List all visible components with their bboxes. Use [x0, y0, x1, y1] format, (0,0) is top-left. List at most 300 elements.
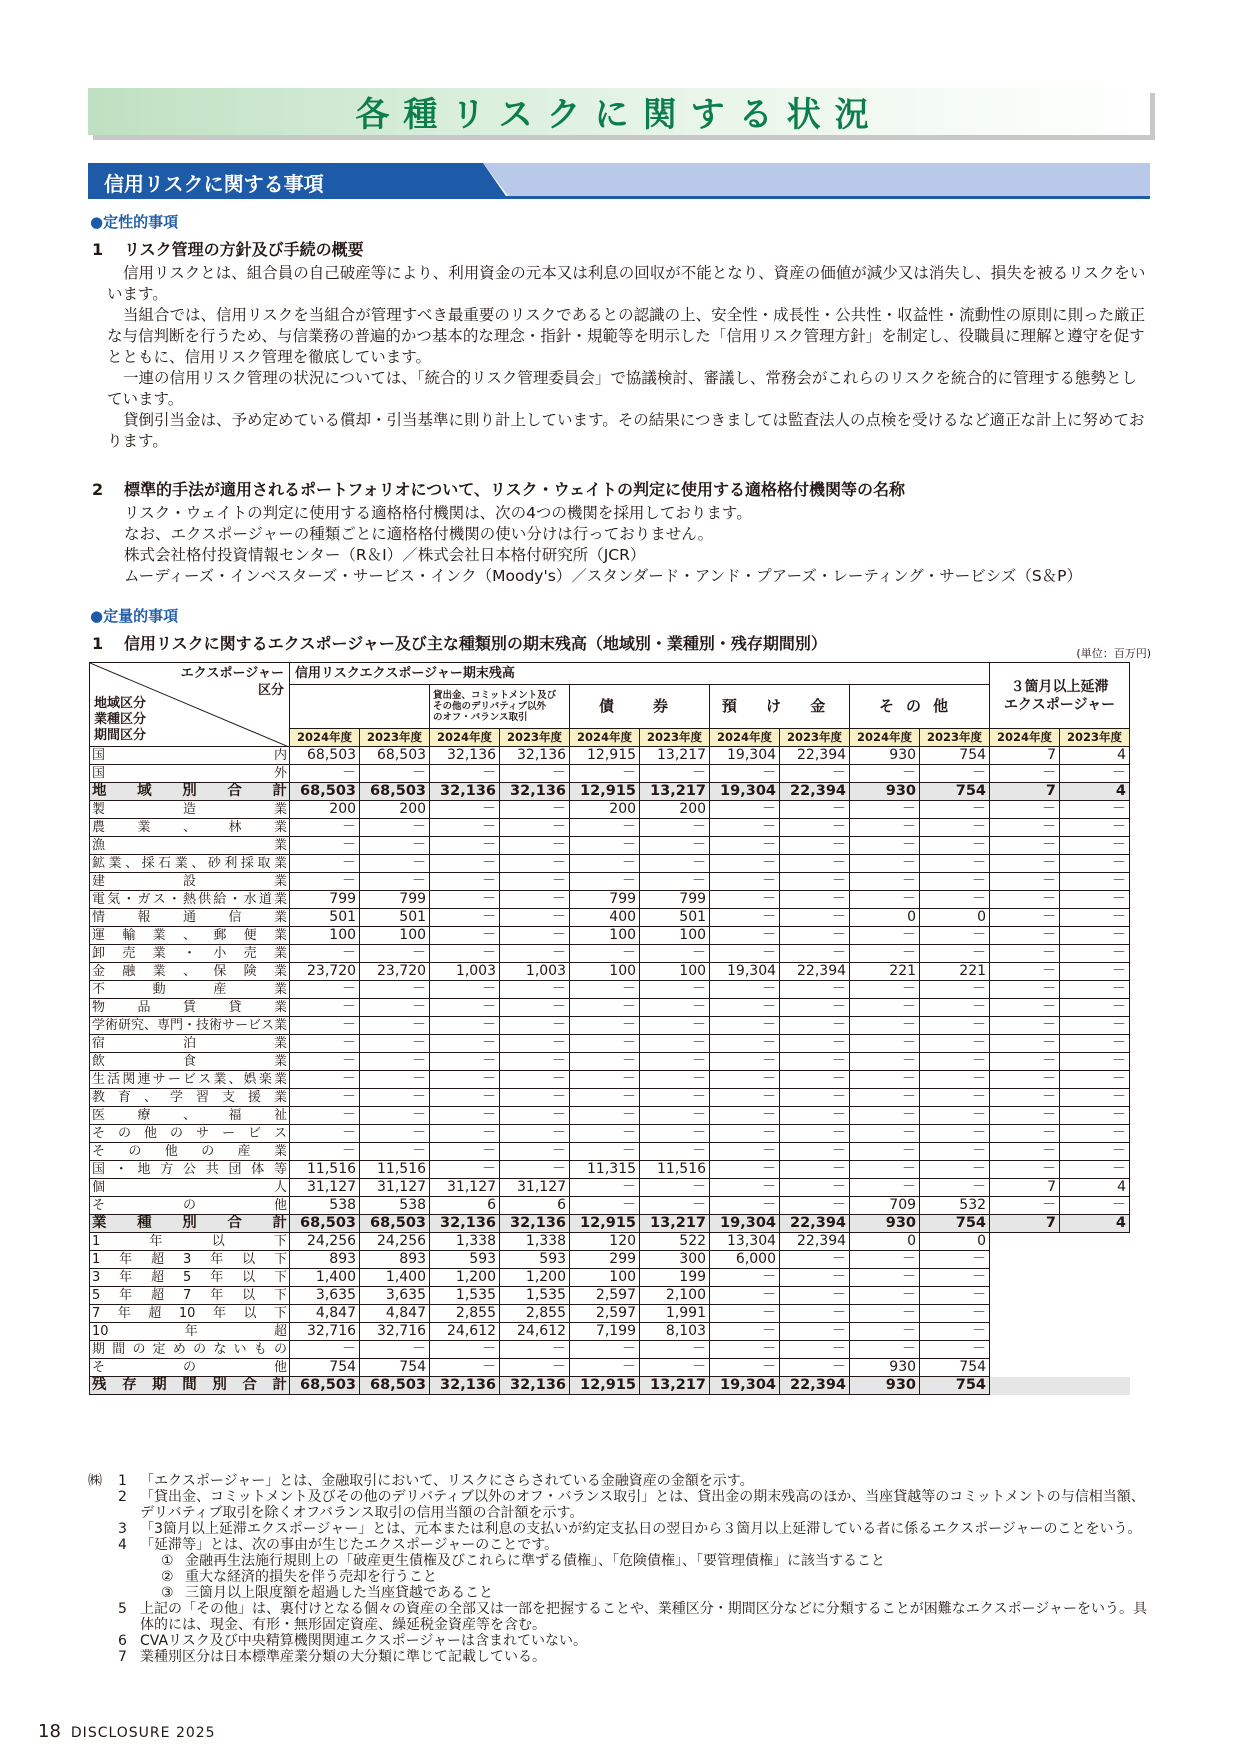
table-cell: －	[1060, 1089, 1130, 1107]
table-cell: －	[920, 1017, 990, 1035]
note-text: 「3箇月以上延滞エクスポージャー」とは、元本または利息の支払いが約定支払日の翌日から３箇月以上延滞している者に係るエクスポージャーのことをいう。	[140, 1521, 1142, 1537]
table-cell: 32,136	[430, 1377, 500, 1395]
table-cell: －	[990, 999, 1060, 1017]
table-cell: －	[640, 837, 710, 855]
note-text: 業種別区分は日本標準産業分類の大分類に準じて記載している。	[140, 1649, 546, 1665]
table-cell: －	[710, 1197, 780, 1215]
table-cell: －	[570, 981, 640, 999]
qual-item1-num: 1	[92, 240, 104, 259]
row-label: 残存期間別合計	[90, 1377, 290, 1395]
table-cell: －	[570, 1017, 640, 1035]
table-cell: －	[430, 1017, 500, 1035]
table-cell: －	[780, 1053, 850, 1071]
col-loans-header: 貸出金、コミットメント及び その他のデリバティブ以外 のオフ・バランス取引	[430, 685, 570, 729]
table-cell: －	[920, 1305, 990, 1323]
note-sub-text: 金融再生法施行規則上の「破産更生債権及びこれらに準ずる債権」、「危険債権」、「要管理債権」に該当すること	[185, 1553, 885, 1569]
table-cell: 3,635	[290, 1287, 360, 1305]
table-cell: －	[290, 1053, 360, 1071]
table-cell: 2,855	[500, 1305, 570, 1323]
table-cell: 7,199	[570, 1323, 640, 1341]
table-row	[90, 1089, 1130, 1107]
table-cell: 68,503	[360, 1377, 430, 1395]
table-cell: －	[1060, 891, 1130, 909]
table-cell: 2,100	[640, 1287, 710, 1305]
year-header: 2023年度	[360, 729, 430, 747]
col-delay-header: ３箇月以上延滞 エクスポージャー	[990, 663, 1130, 729]
empty-cell	[990, 1251, 1060, 1269]
table-cell: －	[290, 1107, 360, 1125]
table-cell: 930	[850, 1359, 920, 1377]
table-cell: －	[710, 891, 780, 909]
table-cell: －	[920, 1269, 990, 1287]
row-label: 宿泊業	[90, 1035, 290, 1053]
table-cell: 7	[990, 747, 1060, 765]
table-cell: －	[850, 1269, 920, 1287]
table-cell: －	[780, 1089, 850, 1107]
table-row	[90, 1287, 1130, 1305]
table-cell: 19,304	[710, 783, 780, 801]
table-cell: －	[850, 1107, 920, 1125]
row-label: 製造業	[90, 801, 290, 819]
table-cell: 4	[1060, 1215, 1130, 1233]
table-cell: －	[850, 801, 920, 819]
table-cell: －	[430, 999, 500, 1017]
table-cell: 13,217	[640, 783, 710, 801]
table-row	[90, 801, 1130, 819]
table-cell: 13,217	[640, 1215, 710, 1233]
table-cell: －	[710, 765, 780, 783]
table-cell: 893	[290, 1251, 360, 1269]
table-cell: －	[360, 981, 430, 999]
table-cell: 538	[360, 1197, 430, 1215]
year-header: 2023年度	[780, 729, 850, 747]
row-label: 地域別合計	[90, 783, 290, 801]
table-cell: －	[500, 819, 570, 837]
table-cell: －	[920, 819, 990, 837]
empty-cell	[990, 1287, 1060, 1305]
note-1	[88, 1473, 1153, 1489]
note-number: 3	[118, 1521, 127, 1537]
empty-cell	[990, 1323, 1060, 1341]
row-label: 鉱業、採石業、砂利採取業	[90, 855, 290, 873]
year-header: 2023年度	[640, 729, 710, 747]
qual-item2-heading	[92, 477, 905, 500]
table-cell: －	[710, 1035, 780, 1053]
table-cell: －	[290, 855, 360, 873]
table-cell: －	[1060, 855, 1130, 873]
table-cell: 930	[850, 1215, 920, 1233]
table-cell: －	[360, 1107, 430, 1125]
table-cell: －	[640, 765, 710, 783]
table-row	[90, 1161, 1130, 1179]
note-number: 6	[118, 1633, 127, 1649]
table-cell: －	[850, 927, 920, 945]
quant-item1-title: 信用リスクに関するエクスポージャー及び主な種類別の期末残高（地域別・業種別・残存期間別）	[124, 634, 827, 653]
table-cell: －	[570, 1125, 640, 1143]
table-total-row	[90, 1215, 1130, 1233]
table-cell: 31,127	[360, 1179, 430, 1197]
table-row	[90, 855, 1130, 873]
table-cell: 200	[570, 801, 640, 819]
table-row	[90, 999, 1130, 1017]
row-label: 教育、学習支援業	[90, 1089, 290, 1107]
table-row	[90, 1125, 1130, 1143]
table-cell: 24,256	[360, 1233, 430, 1251]
table-cell: 100	[360, 927, 430, 945]
table-cell: 754	[360, 1359, 430, 1377]
table-cell: －	[1060, 1125, 1130, 1143]
table-cell: －	[500, 1017, 570, 1035]
table-row	[90, 891, 1130, 909]
row-label: 5年超7年以下	[90, 1287, 290, 1305]
table-cell: 100	[570, 927, 640, 945]
empty-cell	[1060, 1251, 1130, 1269]
table-cell: －	[1060, 909, 1130, 927]
table-cell: 24,256	[290, 1233, 360, 1251]
table-cell: －	[780, 1161, 850, 1179]
section-title: 信用リスクに関する事項	[104, 172, 324, 196]
qual-item1-p4: 貸倒引当金は、予め定めている償却・引当基準に則り計上しています。その結果につきましては監査法人の点検を受けるなど適正な計上に努めております。	[107, 411, 1145, 450]
table-cell: 754	[920, 783, 990, 801]
table-cell: －	[570, 1107, 640, 1125]
row-label: 国内	[90, 747, 290, 765]
table-total-row	[90, 1377, 1130, 1395]
row-label: その他	[90, 1359, 290, 1377]
table-cell: －	[710, 945, 780, 963]
table-cell: －	[850, 1143, 920, 1161]
table-cell: －	[920, 927, 990, 945]
table-body	[90, 747, 1130, 1395]
note-mark: ㈱	[88, 1473, 102, 1489]
table-cell: －	[850, 1125, 920, 1143]
table-cell: 100	[290, 927, 360, 945]
row-label: その他のサービス	[90, 1125, 290, 1143]
table-cell: －	[360, 1143, 430, 1161]
table-cell: －	[920, 1323, 990, 1341]
table-cell: 24,612	[500, 1323, 570, 1341]
qual-item1-p2: 当組合では、信用リスクを当組合が管理すべき最重要のリスクであるとの認識の上、安全性・成長性・公共性・収益性・流動性の原則に則った厳正な与信判断を行うため、与信業務の普遍的かつ基本的な理念・指針・規範等を明示した「信用リスク管理方針」を制定し、役職員に理解と遵守を促すとともに、信用リスク管理を徹底しています。	[107, 306, 1146, 366]
table-cell: －	[850, 1251, 920, 1269]
table-cell: －	[500, 801, 570, 819]
table-cell: －	[500, 927, 570, 945]
table-cell: 68,503	[360, 783, 430, 801]
table-cell: －	[920, 1161, 990, 1179]
table-cell: 893	[360, 1251, 430, 1269]
table-row	[90, 1107, 1130, 1125]
table-cell: －	[850, 1161, 920, 1179]
table-cell: －	[990, 1089, 1060, 1107]
table-cell: －	[1060, 963, 1130, 981]
table-cell: 4,847	[360, 1305, 430, 1323]
table-cell: －	[780, 1341, 850, 1359]
table-cell: －	[500, 873, 570, 891]
year-header: 2023年度	[1060, 729, 1130, 747]
table-cell: －	[990, 1071, 1060, 1089]
table-cell: －	[990, 1107, 1060, 1125]
table-cell: 199	[640, 1269, 710, 1287]
note-sub-number: ③	[161, 1585, 174, 1601]
empty-cell	[1060, 1233, 1130, 1251]
table-row	[90, 819, 1130, 837]
table-cell: 0	[920, 1233, 990, 1251]
table-cell: －	[920, 1125, 990, 1143]
table-cell: －	[290, 1071, 360, 1089]
qual-item1-p1: 信用リスクとは、組合員の自己破産等により、利用資金の元本又は利息の回収が不能となり、資産の価値が減少又は消失し、損失を被るリスクをいいます。	[107, 264, 1146, 303]
table-cell: －	[710, 1305, 780, 1323]
table-cell: 32,136	[500, 1215, 570, 1233]
empty-cell	[990, 1269, 1060, 1287]
table-cell: －	[570, 1053, 640, 1071]
row-label: 10年超	[90, 1323, 290, 1341]
table-cell: 930	[850, 783, 920, 801]
table-cell: －	[850, 945, 920, 963]
table-cell: －	[920, 873, 990, 891]
table-cell: －	[710, 1071, 780, 1089]
table-cell: －	[500, 765, 570, 783]
table-cell: －	[990, 891, 1060, 909]
table-cell: －	[360, 999, 430, 1017]
table-cell: －	[500, 1071, 570, 1089]
table-cell: －	[990, 765, 1060, 783]
table-cell: －	[290, 873, 360, 891]
table-cell: －	[500, 1161, 570, 1179]
table-row	[90, 1359, 1130, 1377]
table-cell: －	[1060, 1107, 1130, 1125]
table-cell: 22,394	[780, 963, 850, 981]
empty-cell	[990, 1233, 1060, 1251]
table-cell: －	[640, 1053, 710, 1071]
table-cell: －	[1060, 819, 1130, 837]
table-cell: 22,394	[780, 1377, 850, 1395]
table-cell: 68,503	[290, 783, 360, 801]
notes	[88, 1473, 1153, 1665]
table-cell: －	[290, 981, 360, 999]
table-cell: －	[360, 1089, 430, 1107]
table-cell: 12,915	[570, 747, 640, 765]
table-cell: －	[780, 1323, 850, 1341]
col-deposits-header: 預 け 金	[710, 685, 850, 729]
table-cell: －	[850, 999, 920, 1017]
table-cell: －	[430, 837, 500, 855]
table-cell: －	[290, 819, 360, 837]
table-cell: －	[500, 1143, 570, 1161]
table-cell: －	[500, 837, 570, 855]
qual-item1-title: リスク管理の方針及び手続の概要	[124, 240, 364, 259]
quant-item1-num: 1	[92, 634, 104, 653]
table-cell: －	[920, 1071, 990, 1089]
page-banner	[88, 88, 1150, 135]
table-cell: 501	[290, 909, 360, 927]
quant-item1-heading	[92, 631, 827, 654]
table-cell: －	[430, 1107, 500, 1125]
table-cell: 32,716	[290, 1323, 360, 1341]
table-row	[90, 1323, 1130, 1341]
table-cell: －	[850, 1017, 920, 1035]
note-sub-number: ①	[161, 1553, 174, 1569]
empty-cell	[990, 1359, 1060, 1377]
empty-cell	[990, 1305, 1060, 1323]
table-cell: －	[430, 873, 500, 891]
table-cell: －	[990, 1125, 1060, 1143]
table-cell: －	[850, 1089, 920, 1107]
quantitative-heading: ●定量的事項	[90, 607, 179, 625]
table-cell: －	[290, 1143, 360, 1161]
year-header: 2023年度	[500, 729, 570, 747]
table-cell: －	[570, 1359, 640, 1377]
table-cell: －	[290, 1017, 360, 1035]
table-cell: －	[780, 1251, 850, 1269]
table-cell: －	[920, 945, 990, 963]
note-2	[88, 1489, 1153, 1521]
table-cell: －	[360, 1071, 430, 1089]
row-label: 医療、福祉	[90, 1107, 290, 1125]
table-cell: －	[570, 855, 640, 873]
row-label: 期間の定めのないもの	[90, 1341, 290, 1359]
unit-label: (単位：百万円)	[1076, 647, 1151, 660]
table-cell: －	[500, 999, 570, 1017]
table-cell: －	[710, 1053, 780, 1071]
note-5	[88, 1601, 1153, 1633]
table-cell: －	[500, 855, 570, 873]
table-cell: 19,304	[710, 963, 780, 981]
table-cell: －	[1060, 1053, 1130, 1071]
table-cell: －	[920, 1089, 990, 1107]
corner-exposure-label: エクスポージャー 区分	[180, 666, 285, 698]
row-label: 建設業	[90, 873, 290, 891]
qual-item2-line3: 株式会社格付投資情報センター（R＆I）／株式会社日本格付研究所（JCR）	[124, 546, 646, 564]
table-cell: －	[500, 1359, 570, 1377]
table-cell: 799	[360, 891, 430, 909]
table-cell: 68,503	[290, 747, 360, 765]
row-label: 不動産業	[90, 981, 290, 999]
table-cell: －	[430, 1143, 500, 1161]
table-row	[90, 1305, 1130, 1323]
table-row	[90, 1197, 1130, 1215]
table-row	[90, 981, 1130, 999]
table-cell: －	[850, 1341, 920, 1359]
table-cell: －	[360, 1125, 430, 1143]
qual-item2-line1: リスク・ウェイトの判定に使用する適格格付機関は、次の4つの機関を採用しております。	[124, 504, 752, 522]
table-cell: －	[570, 765, 640, 783]
table-cell: 221	[920, 963, 990, 981]
table-cell: －	[780, 1143, 850, 1161]
note-text: 上記の「その他」は、裏付けとなる個々の資産の全部又は一部を把握することや、業種区分・期間区分などに分類することが困難なエクスポージャーをいう。具体的には、現金、有形・無形固定資産、繰延税金資産等を含む。	[140, 1601, 1148, 1633]
table-cell: 7	[990, 1215, 1060, 1233]
year-header: 2024年度	[290, 729, 360, 747]
table-cell: －	[500, 945, 570, 963]
table-cell: 2,855	[430, 1305, 500, 1323]
table-cell: －	[360, 1035, 430, 1053]
table-cell: －	[360, 855, 430, 873]
page-number: 18	[38, 1721, 61, 1742]
table-cell: 2,597	[570, 1287, 640, 1305]
table-cell: －	[920, 1035, 990, 1053]
note-number: 4	[118, 1537, 127, 1553]
table-cell: －	[710, 1107, 780, 1125]
section-header	[88, 163, 1150, 199]
table-cell: －	[430, 945, 500, 963]
table-row	[90, 909, 1130, 927]
table-cell: －	[500, 1107, 570, 1125]
table-cell: 6	[500, 1197, 570, 1215]
page-title: 各種リスクに関する状況	[355, 95, 883, 135]
table-cell: －	[500, 891, 570, 909]
empty-cell	[1060, 1377, 1130, 1395]
note-sub-text: 重大な経済的損失を伴う売却を行うこと	[185, 1569, 437, 1585]
table-cell: 0	[850, 1233, 920, 1251]
table-cell: －	[640, 1179, 710, 1197]
note-sub-text: 三箇月以上限度額を超過した当座貸越であること	[185, 1585, 493, 1601]
qual-item2-line2: なお、エクスポージャーの種類ごとに適格格付機関の使い分けは行っておりません。	[124, 525, 714, 543]
table-cell: 593	[500, 1251, 570, 1269]
table-cell: －	[920, 801, 990, 819]
table-cell: －	[430, 855, 500, 873]
row-label: 個人	[90, 1179, 290, 1197]
table-cell: －	[290, 837, 360, 855]
table-row	[90, 1251, 1130, 1269]
row-label: 1年超3年以下	[90, 1251, 290, 1269]
table-cell: －	[360, 837, 430, 855]
table-cell: －	[920, 1179, 990, 1197]
table-cell: －	[360, 1053, 430, 1071]
table-cell: 221	[850, 963, 920, 981]
table-cell: －	[780, 1287, 850, 1305]
table-cell: －	[640, 1143, 710, 1161]
note-text: 「延滞等」とは、次の事由が生じたエクスポージャーのことです。	[140, 1537, 559, 1553]
table-cell: 400	[570, 909, 640, 927]
row-label: 情報通信業	[90, 909, 290, 927]
table-cell: 12,915	[570, 783, 640, 801]
table-cell: －	[780, 873, 850, 891]
table-cell: －	[360, 819, 430, 837]
table-cell: －	[990, 837, 1060, 855]
table-row	[90, 1143, 1130, 1161]
table-cell: －	[360, 945, 430, 963]
table-cell: －	[990, 1197, 1060, 1215]
table-cell: 6,000	[710, 1251, 780, 1269]
table-cell: －	[430, 1053, 500, 1071]
empty-cell	[1060, 1359, 1130, 1377]
table-cell: －	[290, 1341, 360, 1359]
year-header: 2024年度	[850, 729, 920, 747]
table-row	[90, 927, 1130, 945]
table-cell: －	[640, 1035, 710, 1053]
table-cell: 4,847	[290, 1305, 360, 1323]
table-cell: －	[850, 1305, 920, 1323]
table-cell: 23,720	[290, 963, 360, 981]
table-cell: 2,597	[570, 1305, 640, 1323]
table-cell: －	[500, 1053, 570, 1071]
table-cell: －	[990, 1161, 1060, 1179]
table-cell: －	[780, 981, 850, 999]
table-cell: 8,103	[640, 1323, 710, 1341]
table-cell: 200	[290, 801, 360, 819]
table-cell: －	[290, 945, 360, 963]
table-cell: 709	[850, 1197, 920, 1215]
empty-cell	[990, 1341, 1060, 1359]
table-total-row	[90, 783, 1130, 801]
table-cell: －	[920, 981, 990, 999]
table-cell: －	[1060, 801, 1130, 819]
table-cell: 13,304	[710, 1233, 780, 1251]
table-cell: －	[710, 801, 780, 819]
table-cell: －	[640, 1089, 710, 1107]
note-text: CVAリスク及び中央精算機関関連エクスポージャーは含まれていない。	[140, 1633, 588, 1649]
table-cell: 68,503	[360, 747, 430, 765]
row-label: 1年以下	[90, 1233, 290, 1251]
table-cell: －	[780, 945, 850, 963]
table-cell: －	[500, 909, 570, 927]
